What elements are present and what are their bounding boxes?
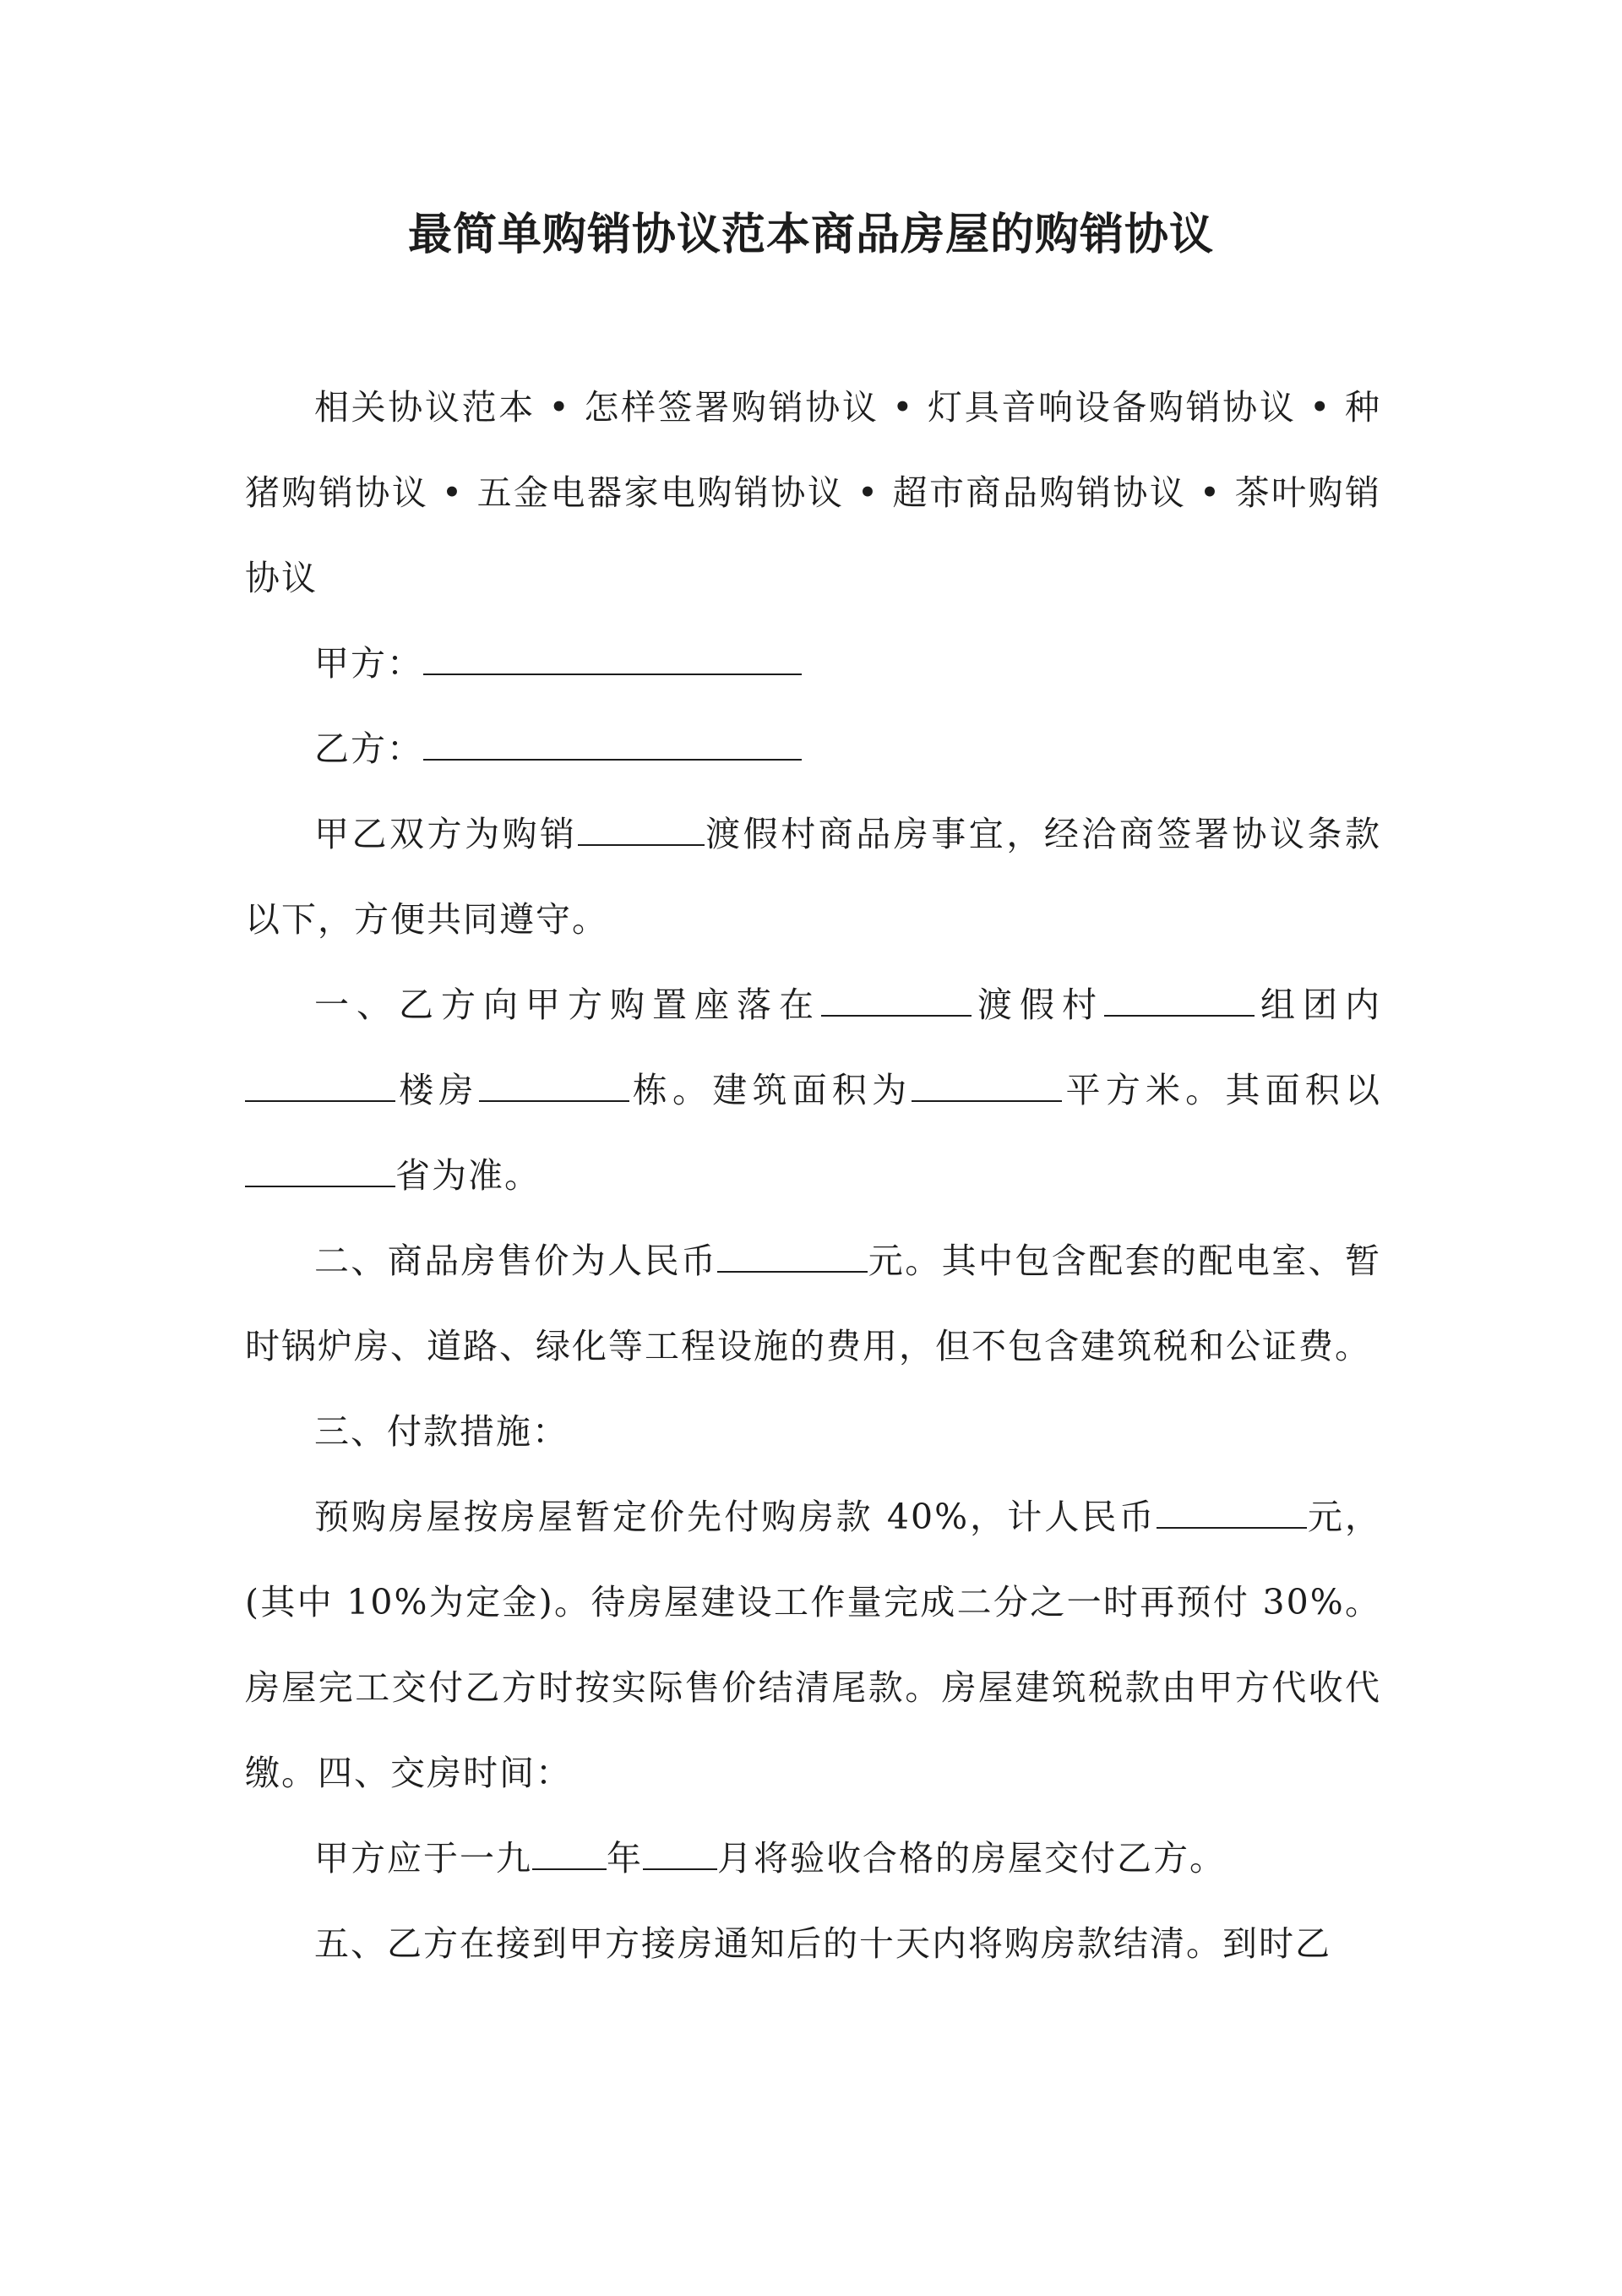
clause1-text-f: 平方米。其面积以: [1062, 1070, 1382, 1110]
clause-1: [245, 963, 1381, 1219]
clause1-text-g: 省为准。: [395, 1155, 541, 1196]
clause1-blank-block: [479, 1073, 629, 1102]
party-a-blank: [423, 646, 802, 675]
clause1-blank-province: [245, 1159, 395, 1187]
intro-blank: [578, 817, 705, 846]
clause4-blank-year: [532, 1841, 607, 1870]
clause1-text-e: 栋。建筑面积为: [629, 1070, 912, 1110]
party-b-label: 乙方：: [314, 728, 423, 769]
clause-4-body: [245, 1816, 1381, 1901]
intro-text-a: 甲乙双方为购销: [314, 814, 578, 854]
clause1-blank-group: [1104, 988, 1255, 1017]
clause-3-heading: 三、付款措施：: [314, 1411, 569, 1452]
clause3-text-b: 元，(其中 10%为定金)。待房屋建设工作量完成二分之一时再预付 30%。房屋完工交付乙方时按实际售价结清尾款。房屋建筑税款由甲方代收代缴。四、交房时间：: [245, 1497, 1382, 1793]
clause2-blank-price: [717, 1244, 868, 1273]
clause1-blank-building: [245, 1073, 395, 1102]
clause2-text-a: 二、商品房售价为人民币: [314, 1241, 718, 1281]
clause3-blank-amount: [1157, 1500, 1307, 1529]
clause3-text-a: 预购房屋按房屋暂定价先付购房款 40%，计人民币: [314, 1497, 1157, 1537]
clause-5: 五、乙方在接到甲方接房通知后的十天内将购房款结清。到时乙: [314, 1923, 1331, 1964]
clause1-text-c: 组团内: [1255, 984, 1381, 1025]
party-a-line: [245, 621, 1381, 706]
clause4-text-a: 甲方应于一九: [314, 1838, 532, 1879]
clause1-text-b: 渡假村: [972, 984, 1104, 1025]
related-templates: 相关协议范本 • 怎样签署购销协议 • 灯具音响设备购销协议 • 种猪购销协议 • 五金电器家电购销协议 • 超市商品购销协议 • 茶叶购销协议: [245, 387, 1381, 598]
clause4-blank-month: [643, 1841, 717, 1870]
clause-2: [245, 1219, 1381, 1389]
clause2-text-b: 元。其中包含配套的配电室、暂时锅炉房、道路、绿化等工程设施的费用，但不包含建筑税和公证费。: [245, 1241, 1382, 1366]
clause4-text-c: 月将验收合格的房屋交付乙方。: [717, 1838, 1226, 1879]
intro-paragraph: [245, 792, 1381, 963]
clause-3-body: [245, 1475, 1381, 1816]
document-title: 最简单购销协议范本商品房屋的购销协议: [407, 209, 1214, 260]
clause1-blank-area: [912, 1073, 1062, 1102]
party-b-blank: [423, 732, 802, 761]
clause1-text-d: 楼房: [395, 1070, 479, 1110]
document-body: [245, 365, 1381, 1987]
clause4-text-b: 年: [607, 1838, 643, 1879]
clause1-blank-location: [821, 988, 972, 1017]
party-a-label: 甲方：: [314, 643, 423, 684]
intro-text-b: 渡假村商品房事宜，经洽商签署协议条款以下，方便共同遵守。: [245, 814, 1381, 940]
clause1-text-a: 一、乙方向甲方购置座落在: [314, 984, 821, 1025]
party-b-line: [245, 706, 1381, 792]
